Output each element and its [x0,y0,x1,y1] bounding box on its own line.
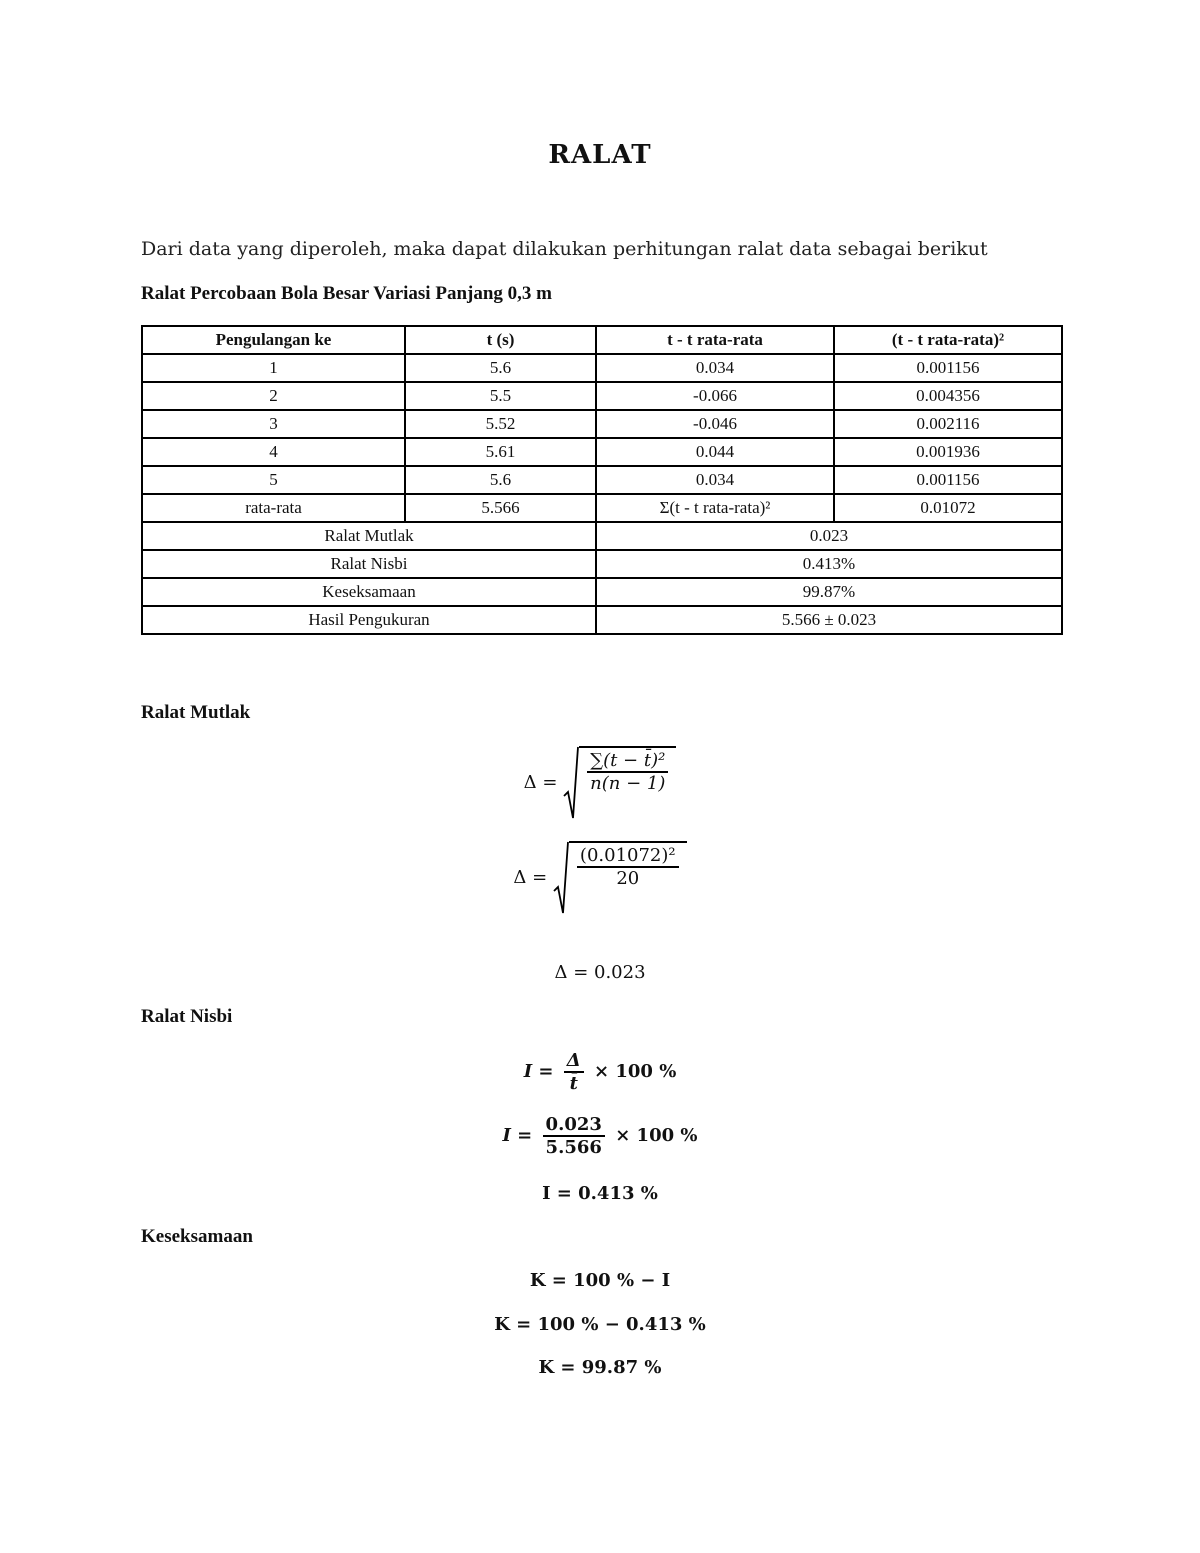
table-cell: 3 [142,410,405,438]
ralat-mutlak-formula [0,746,1200,820]
delta-symbol: Δ [513,867,527,888]
table-header-cell: t (s) [405,326,596,354]
keseksamaan-substitution: K = 100 % − 0.413 % [494,1314,706,1335]
delta-symbol: Δ [523,772,537,793]
formula-lhs: I = [523,1061,554,1082]
table-cell: 5.5 [405,382,596,410]
summary-label: Keseksamaan [142,578,596,606]
table-header-cell: t - t rata-rata [596,326,834,354]
equals-sign: = [542,772,558,793]
summary-value: 0.023 [596,522,1062,550]
ralat-table [141,325,1063,635]
square-root [563,746,676,820]
table-cell: 0.034 [596,466,834,494]
summary-row [142,606,1062,634]
table-cell: 2 [142,382,405,410]
keseksamaan-result: K = 99.87 % [538,1357,662,1378]
table-row [142,438,1062,466]
table-cell: 5.61 [405,438,596,466]
formula-lhs: I = [502,1125,533,1146]
table-cell: 0.001156 [834,466,1062,494]
radical-sign-icon [553,841,569,915]
table-header-cell: Pengulangan ke [142,326,405,354]
table-cell: 0.002116 [834,410,1062,438]
substitution-denominator: 20 [616,868,640,889]
ralat-nisbi-heading: Ralat Nisbi [141,1006,233,1027]
formula-numerator: Δ [564,1050,584,1073]
page-title: RALAT [548,140,652,170]
table-cell: -0.066 [596,382,834,410]
table-cell: rata-rata [142,494,405,522]
summary-row [142,550,1062,578]
table-row [142,410,1062,438]
ralat-nisbi-result: I = 0.413 % [542,1183,658,1204]
table-cell: 5.566 [405,494,596,522]
formula-denominator: n(n − 1) [590,773,666,794]
substitution-numerator: (0.01072)² [577,845,679,868]
summary-label: Ralat Mutlak [142,522,596,550]
table-cell: 5.6 [405,466,596,494]
table-cell: 0.01072 [834,494,1062,522]
keseksamaan-formula: K = 100 % − I [529,1270,671,1291]
table-header-cell: (t - t rata-rata)² [834,326,1062,354]
table-cell: 4 [142,438,405,466]
table-cell: 5.52 [405,410,596,438]
table-cell: 0.001156 [834,354,1062,382]
ralat-nisbi-formula [0,1050,1200,1094]
summary-row [142,522,1062,550]
table-cell: -0.046 [596,410,834,438]
table-row [142,354,1062,382]
summary-value: 5.566 ± 0.023 [596,606,1062,634]
table-cell: 0.001936 [834,438,1062,466]
section-title: Ralat Percobaan Bola Besar Variasi Panjang 0,3 m [141,283,552,304]
equals-sign: = [532,867,548,888]
formula-denominator: t̄ [569,1073,578,1094]
table-average-row [142,494,1062,522]
summary-value: 99.87% [596,578,1062,606]
table-cell: 0.004356 [834,382,1062,410]
keseksamaan-heading: Keseksamaan [141,1226,253,1247]
summary-row [142,578,1062,606]
ralat-mutlak-heading: Ralat Mutlak [141,702,251,723]
table-cell: 5.6 [405,354,596,382]
summary-label: Hasil Pengukuran [142,606,596,634]
square-root [553,841,687,915]
formula-numerator: ∑(t − t̄)² [587,750,668,773]
table-header-row [142,326,1062,354]
times-factor: × 100 % [615,1125,698,1146]
radical-sign-icon [563,746,579,820]
summary-label: Ralat Nisbi [142,550,596,578]
times-factor: × 100 % [594,1061,677,1082]
table-cell: 1 [142,354,405,382]
ralat-nisbi-substitution [0,1114,1200,1158]
table-row [142,466,1062,494]
substitution-denominator: 5.566 [545,1137,602,1158]
table-cell: Σ(t - t rata-rata)² [596,494,834,522]
substitution-numerator: 0.023 [543,1114,605,1137]
ralat-mutlak-result: Δ = 0.023 [554,962,646,983]
ralat-mutlak-substitution [0,841,1200,915]
table-cell: 0.044 [596,438,834,466]
table-cell: 0.034 [596,354,834,382]
summary-value: 0.413% [596,550,1062,578]
intro-text: Dari data yang diperoleh, maka dapat dilakukan perhitungan ralat data sebagai berikut [141,238,988,260]
table-cell: 5 [142,466,405,494]
table-row [142,382,1062,410]
